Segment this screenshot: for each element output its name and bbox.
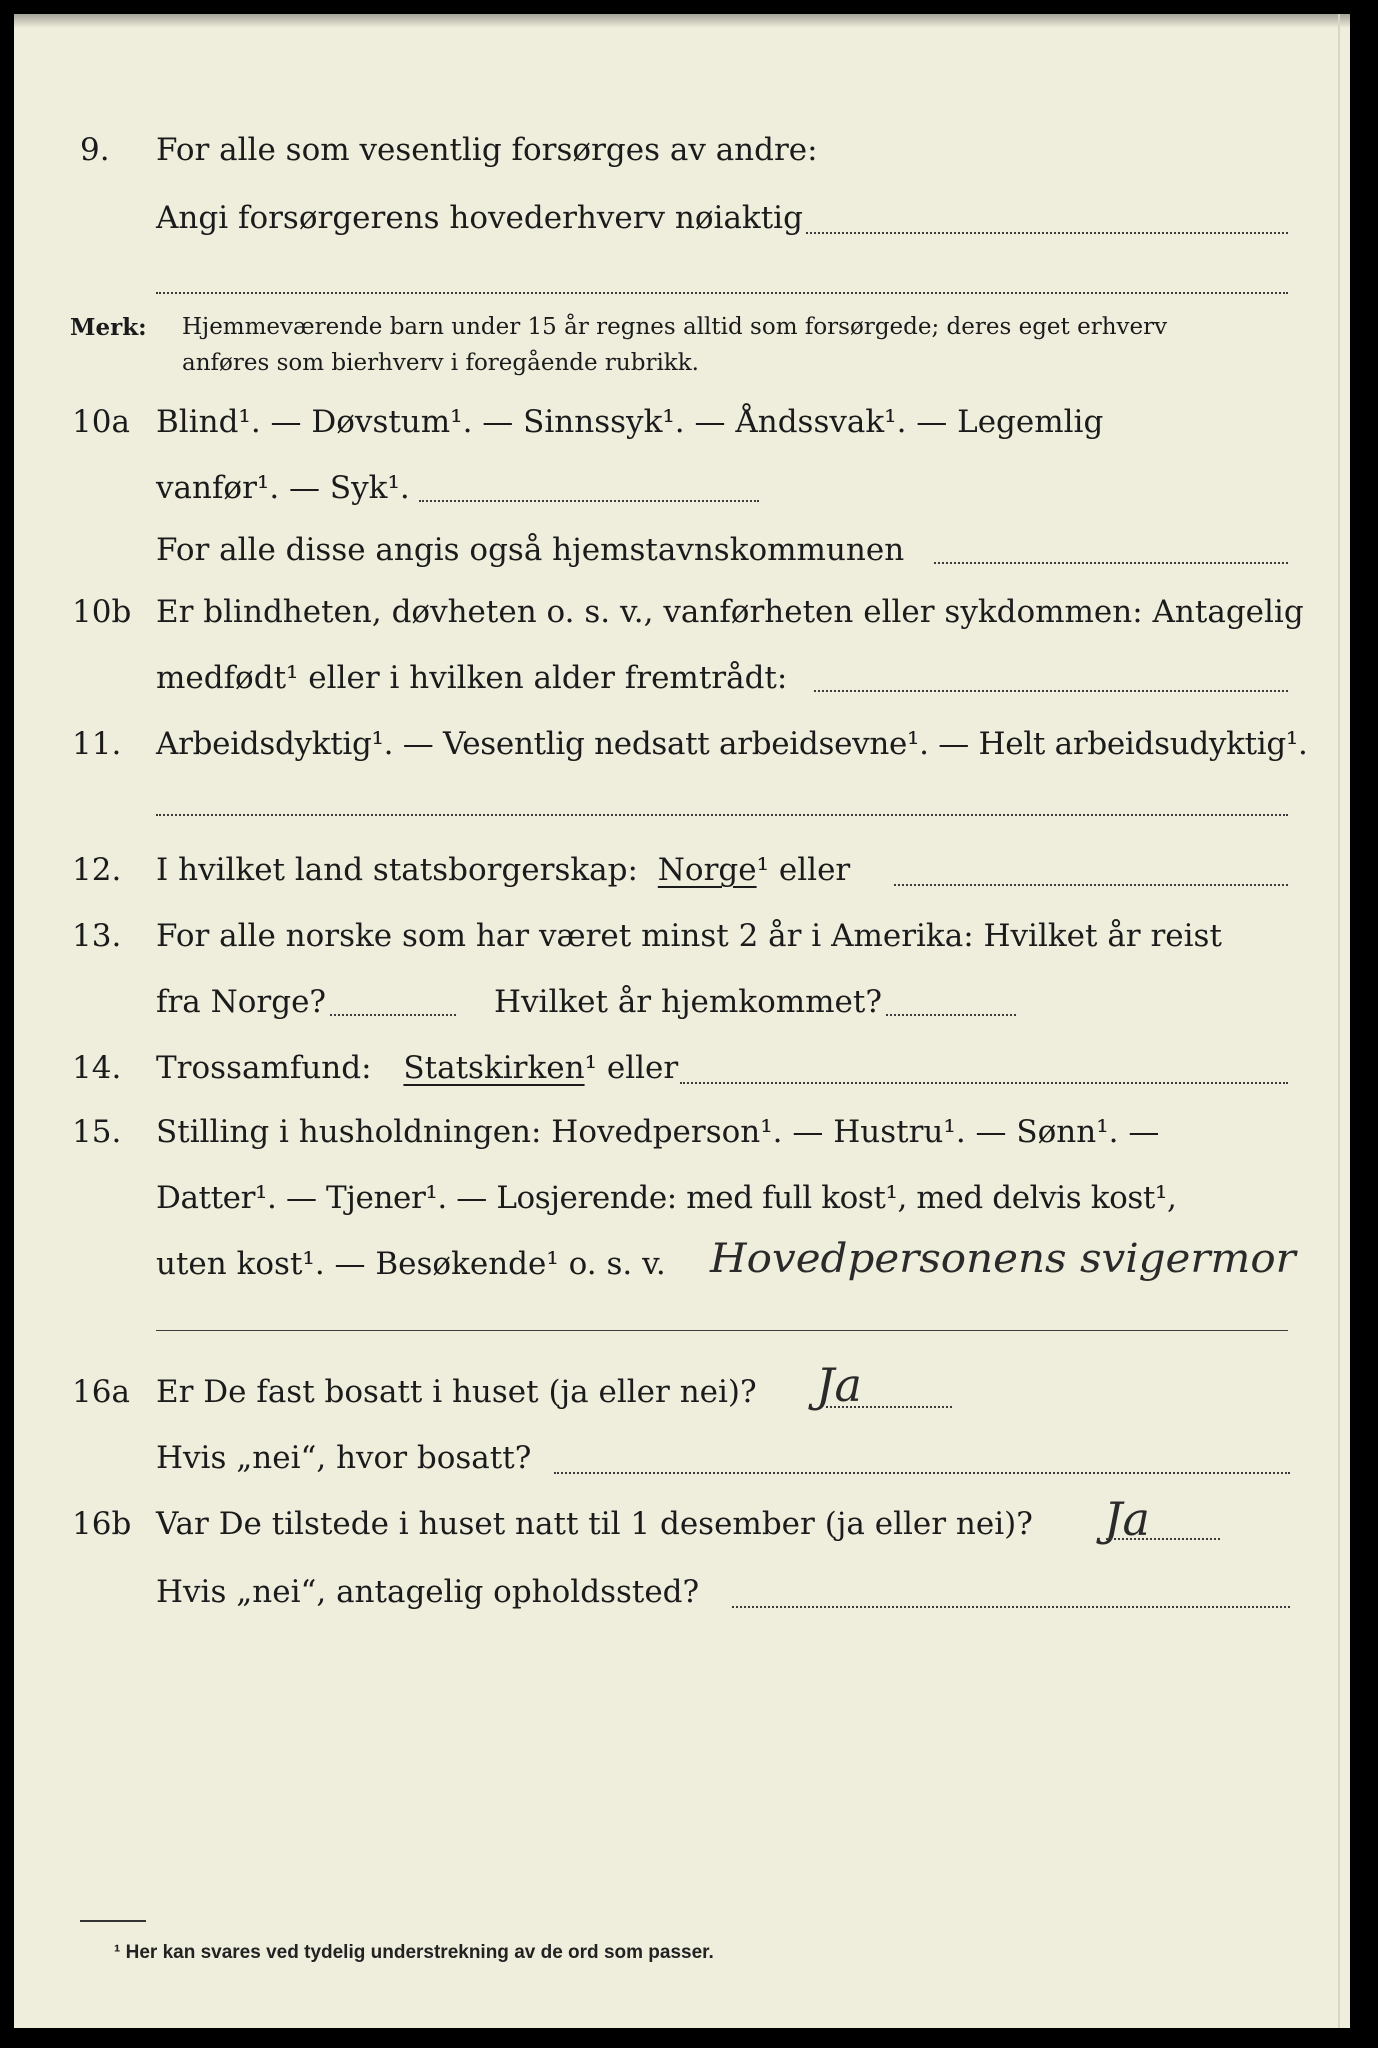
q15-line2: Datter¹. — Tjener¹. — Losjerende: med full kost¹, med delvis kost¹, <box>156 1180 1177 1216</box>
q9-answer-line-2 <box>156 292 1288 294</box>
q14-line <box>156 1050 678 1086</box>
q10a-answer-line-2 <box>934 562 1288 564</box>
q15-handwritten-answer: Hovedpersonens svigermor <box>710 1236 1296 1282</box>
q16b-line2: Hvis „nei“, antagelig opholdssted? <box>156 1574 700 1610</box>
q11-number: 11. <box>72 726 122 762</box>
q10b-line1: Er blindheten, døvheten o. s. v., vanførheten eller sykdommen: Antagelig <box>156 594 1304 630</box>
q13-line1: For alle norske som har været minst 2 år i Amerika: Hvilket år reist <box>156 918 1222 954</box>
q14-number: 14. <box>72 1050 122 1086</box>
q16b-handwritten-answer: Ja <box>1104 1492 1150 1546</box>
q13-line2b: Hvilket år hjemkommet? <box>494 984 882 1020</box>
q10b-number: 10b <box>72 594 132 630</box>
q10a-number: 10a <box>72 404 130 440</box>
footnote-rule <box>80 1920 146 1922</box>
q13-number: 13. <box>72 918 122 954</box>
q15-answer-line <box>156 1330 1288 1331</box>
merk-label: Merk: <box>70 314 147 341</box>
q10a-line2: vanfør¹. — Syk¹. <box>156 470 410 506</box>
q9-line2: Angi forsørgerens hovederhverv nøiaktig <box>156 200 803 236</box>
q16b-followup-line <box>732 1606 1290 1608</box>
q16b-answer-line <box>1106 1538 1220 1540</box>
q16b-line1: Var De tilstede i huset natt til 1 desember (ja eller nei)? <box>156 1506 1033 1542</box>
q14-underlined-answer: Statskirken <box>403 1050 585 1086</box>
q16a-handwritten-answer: Ja <box>816 1358 862 1412</box>
q11-line1: Arbeidsdyktig¹. — Vesentlig nedsatt arbeidsevne¹. — Helt arbeidsudyktig¹. <box>156 726 1308 762</box>
q11-answer-line <box>156 814 1288 816</box>
q13-answer-line-1 <box>330 1014 456 1016</box>
q16a-line2: Hvis „nei“, hvor bosatt? <box>156 1440 532 1476</box>
q10a-line1: Blind¹. — Døvstum¹. — Sinnssyk¹. — Åndssvak¹. — Legemlig <box>156 404 1104 440</box>
q12-answer-line <box>894 884 1288 886</box>
q16a-line1: Er De fast bosatt i huset (ja eller nei)? <box>156 1374 757 1410</box>
q16a-followup-line <box>554 1472 1290 1474</box>
q10a-line3: For alle disse angis også hjemstavnskommunen <box>156 532 905 568</box>
q12-suffix: ¹ eller <box>756 852 851 888</box>
q16a-number: 16a <box>72 1374 130 1410</box>
form-page <box>14 14 1350 2028</box>
q10a-answer-line-1 <box>419 500 759 502</box>
footnote: ¹ Her kan svares ved tydelig understrekning av de ord som passer. <box>114 1942 714 1963</box>
q10b-answer-line <box>814 690 1288 692</box>
q9-answer-line-1 <box>806 232 1288 234</box>
q15-line1: Stilling i husholdningen: Hovedperson¹. — Hustru¹. — Sønn¹. — <box>156 1114 1160 1150</box>
merk-line2: anføres som bierhverv i foregående rubrikk. <box>182 350 699 376</box>
q9-number: 9. <box>80 132 110 168</box>
q14-suffix: ¹ eller <box>584 1050 679 1086</box>
q16a-answer-line <box>826 1406 952 1408</box>
q9-line1: For alle som vesentlig forsørges av andre: <box>156 132 818 168</box>
merk-line1: Hjemmeværende barn under 15 år regnes alltid som forsørgede; deres eget erhverv <box>182 314 1168 340</box>
q10b-line2: medfødt¹ eller i hvilken alder fremtrådt: <box>156 660 788 696</box>
q13-answer-line-2 <box>886 1014 1016 1016</box>
q13-line2a: fra Norge? <box>156 984 327 1020</box>
q12-underlined-answer: Norge <box>657 852 757 888</box>
q12-prompt: I hvilket land statsborgerskap: <box>156 852 638 888</box>
q12-line <box>156 852 850 888</box>
q14-answer-line <box>680 1082 1288 1084</box>
q14-prompt: Trossamfund: <box>156 1050 372 1086</box>
q15-line3: uten kost¹. — Besøkende¹ o. s. v. <box>156 1246 666 1282</box>
q16b-number: 16b <box>72 1506 132 1542</box>
q15-number: 15. <box>72 1114 122 1150</box>
q12-number: 12. <box>72 852 122 888</box>
